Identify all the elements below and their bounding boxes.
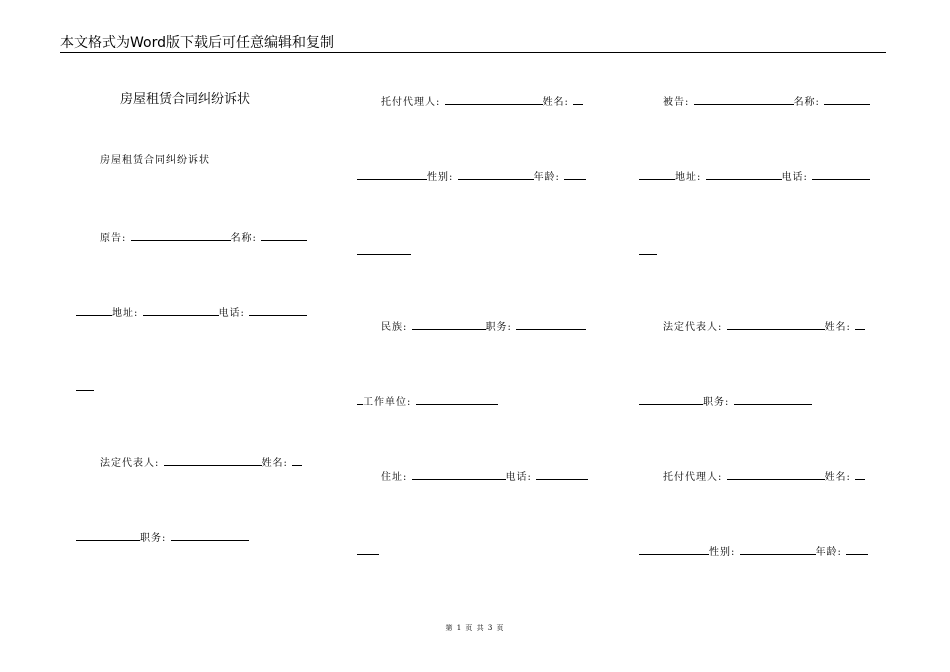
defendant-line: [663, 94, 870, 110]
person-name-blank[interactable]: [855, 319, 865, 330]
work-unit-blank[interactable]: [416, 394, 498, 405]
continuation-line: [639, 244, 657, 260]
gender-blank[interactable]: [458, 169, 534, 180]
name-label: 名称:: [793, 97, 820, 108]
name-blank[interactable]: [261, 230, 307, 241]
plaintiff-label: 原告:: [100, 233, 127, 244]
agent-label: 托付代理人:: [381, 97, 441, 108]
agent-blank[interactable]: [727, 469, 825, 480]
legal-rep-label: 法定代表人:: [100, 458, 160, 469]
ethnicity-label: 民族:: [381, 322, 408, 333]
gender-age-line: [639, 544, 868, 560]
page-footer: 第 1 页 共 3 页: [445, 624, 505, 632]
address-pre-blank[interactable]: [76, 305, 112, 316]
residence-blank[interactable]: [412, 469, 506, 480]
gender-label: 性别:: [709, 547, 736, 558]
person-name-label: 姓名:: [824, 322, 851, 333]
name-label: 名称:: [230, 233, 257, 244]
work-unit-line: [357, 394, 498, 410]
work-unit-label: 工作单位:: [363, 397, 412, 408]
address-label: 地址:: [112, 308, 139, 319]
agent-line: [663, 469, 865, 485]
phone-blank[interactable]: [536, 469, 588, 480]
ethnicity-blank[interactable]: [412, 319, 486, 330]
position-line: [639, 394, 812, 410]
subtitle-line: [100, 154, 210, 168]
plaintiff-blank[interactable]: [131, 230, 231, 241]
position-label: 职务:: [703, 397, 730, 408]
gender-age-line: [357, 169, 586, 185]
address-pre-blank[interactable]: [639, 169, 675, 180]
column-2: [357, 0, 603, 600]
continuation-line-2: [357, 544, 379, 560]
person-name-blank[interactable]: [292, 455, 302, 466]
document-title: 房屋租赁合同纠纷诉状: [120, 92, 251, 107]
continuation-blank[interactable]: [357, 244, 411, 255]
address-blank[interactable]: [706, 169, 782, 180]
position-pre-blank[interactable]: [639, 394, 703, 405]
phone-blank[interactable]: [249, 305, 307, 316]
residence-line: [381, 469, 588, 485]
address-line: [639, 169, 870, 185]
address-line: [76, 305, 307, 321]
residence-label: 住址:: [381, 472, 408, 483]
legal-rep-blank[interactable]: [164, 455, 262, 466]
person-name-label-2: 姓名:: [824, 472, 851, 483]
continuation-blank[interactable]: [639, 244, 657, 255]
person-name-label: 姓名:: [261, 458, 288, 469]
position-label: 职务:: [140, 533, 167, 544]
continuation-line: [357, 244, 411, 260]
ethnicity-line: [381, 319, 586, 335]
position-blank[interactable]: [734, 394, 812, 405]
legal-rep-line: [663, 319, 865, 335]
continuation-blank-2[interactable]: [357, 544, 379, 555]
position-blank[interactable]: [171, 530, 249, 541]
phone-blank[interactable]: [812, 169, 870, 180]
person-name-label: 姓名:: [542, 97, 569, 108]
legal-rep-blank[interactable]: [727, 319, 825, 330]
gender-label: 性别:: [427, 172, 454, 183]
agent-line: [381, 94, 583, 110]
person-name-blank-2[interactable]: [855, 469, 865, 480]
gender-blank[interactable]: [740, 544, 816, 555]
legal-rep-line: [100, 455, 302, 471]
age-blank[interactable]: [564, 169, 586, 180]
phone-label: 电话:: [781, 172, 808, 183]
defendant-label: 被告:: [663, 97, 690, 108]
name-blank[interactable]: [824, 94, 870, 105]
document-header: 本文格式为Word版下载后可任意编辑和复制: [60, 34, 886, 53]
phone-label: 电话:: [505, 472, 532, 483]
plaintiff-line: [100, 230, 307, 246]
defendant-blank[interactable]: [694, 94, 794, 105]
age-label: 年龄:: [815, 547, 842, 558]
position-label: 职务:: [485, 322, 512, 333]
gender-pre-blank[interactable]: [639, 544, 709, 555]
subtitle: 房屋租赁合同纠纷诉状: [100, 155, 210, 166]
agent-label: 托付代理人:: [663, 472, 723, 483]
position-blank[interactable]: [516, 319, 586, 330]
position-line: [76, 530, 249, 546]
column-3: [639, 0, 885, 600]
agent-blank[interactable]: [445, 94, 543, 105]
continuation-blank[interactable]: [76, 380, 94, 391]
address-blank[interactable]: [143, 305, 219, 316]
gender-pre-blank[interactable]: [357, 169, 427, 180]
phone-label: 电话:: [218, 308, 245, 319]
continuation-line: [76, 380, 94, 396]
person-name-blank[interactable]: [573, 94, 583, 105]
legal-rep-label: 法定代表人:: [663, 322, 723, 333]
position-pre-blank[interactable]: [76, 530, 140, 541]
address-label: 地址:: [675, 172, 702, 183]
column-1: [76, 0, 322, 600]
age-label: 年龄:: [533, 172, 560, 183]
age-blank[interactable]: [846, 544, 868, 555]
